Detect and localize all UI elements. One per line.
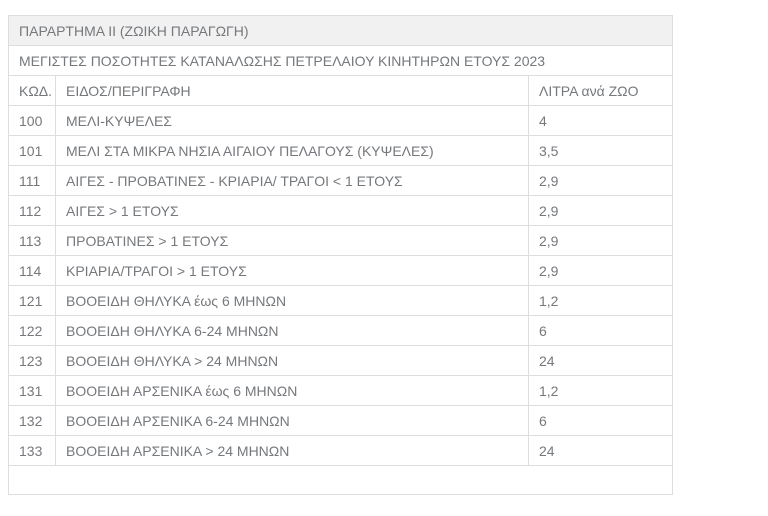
cell-description: ΜΕΛΙ-ΚΥΨΕΛΕΣ: [56, 106, 529, 136]
table-empty-row: [9, 466, 673, 495]
table-row: [9, 196, 673, 226]
cell-description: ΚΡΙΑΡΙΑ/ΤΡΑΓΟΙ > 1 ΕΤΟΥΣ: [56, 256, 529, 286]
table-row: [9, 406, 673, 436]
cell-code: 112: [9, 196, 56, 226]
annex-table: [8, 15, 673, 495]
cell-code: 114: [9, 256, 56, 286]
table-row: [9, 436, 673, 466]
cell-description: ΒΟΟΕΙΔΗ ΑΡΣΕΝΙΚΑ > 24 ΜΗΝΩΝ: [56, 436, 529, 466]
cell-description: ΒΟΟΕΙΔΗ ΘΗΛΥΚΑ έως 6 ΜΗΝΩΝ: [56, 286, 529, 316]
cell-description: ΜΕΛΙ ΣΤΑ ΜΙΚΡΑ ΝΗΣΙΑ ΑΙΓΑΙΟΥ ΠΕΛΑΓΟΥΣ (ΚΥΨΕΛΕΣ): [56, 136, 529, 166]
table-header-row: [9, 76, 673, 106]
cell-code: 123: [9, 346, 56, 376]
table-subtitle-row: [9, 46, 673, 76]
table-row: [9, 376, 673, 406]
table-title: ΠΑΡΑΡΤΗΜΑ ΙΙ (ΖΩΙΚΗ ΠΑΡΑΓΩΓΗ): [9, 16, 673, 46]
annex-table-container: [8, 15, 672, 495]
cell-liters: 2,9: [529, 256, 673, 286]
column-header-liters: ΛΙΤΡΑ ανά ΖΩΟ: [529, 76, 673, 106]
cell-description: ΑΙΓΕΣ - ΠΡΟΒΑΤΙΝΕΣ - ΚΡΙΑΡΙΑ/ ΤΡΑΓΟΙ < 1 ΕΤΟΥΣ: [56, 166, 529, 196]
cell-liters: 1,2: [529, 376, 673, 406]
table-row: [9, 256, 673, 286]
cell-code: 133: [9, 436, 56, 466]
column-header-description: ΕΙΔΟΣ/ΠΕΡΙΓΡΑΦΗ: [56, 76, 529, 106]
table-row: [9, 166, 673, 196]
cell-liters: 2,9: [529, 196, 673, 226]
cell-liters: 6: [529, 406, 673, 436]
table-row: [9, 346, 673, 376]
cell-liters: 2,9: [529, 226, 673, 256]
cell-description: ΒΟΟΕΙΔΗ ΑΡΣΕΝΙΚΑ 6-24 ΜΗΝΩΝ: [56, 406, 529, 436]
cell-liters: 24: [529, 436, 673, 466]
table-row: [9, 316, 673, 346]
column-header-code: ΚΩΔ.: [9, 76, 56, 106]
cell-liters: 24: [529, 346, 673, 376]
table-subtitle: ΜΕΓΙΣΤΕΣ ΠΟΣΟΤΗΤΕΣ ΚΑΤΑΝΑΛΩΣΗΣ ΠΕΤΡΕΛΑΙΟΥ ΚΙΝΗΤΗΡΩΝ ΕΤΟΥΣ 2023: [9, 46, 673, 76]
cell-liters: 1,2: [529, 286, 673, 316]
table-row: [9, 136, 673, 166]
cell-liters: 4: [529, 106, 673, 136]
cell-description: ΠΡΟΒΑΤΙΝΕΣ > 1 ΕΤΟΥΣ: [56, 226, 529, 256]
cell-code: 121: [9, 286, 56, 316]
cell-code: 113: [9, 226, 56, 256]
cell-description: ΒΟΟΕΙΔΗ ΘΗΛΥΚΑ > 24 ΜΗΝΩΝ: [56, 346, 529, 376]
cell-code: 122: [9, 316, 56, 346]
cell-description: ΒΟΟΕΙΔΗ ΘΗΛΥΚΑ 6-24 ΜΗΝΩΝ: [56, 316, 529, 346]
cell-code: 111: [9, 166, 56, 196]
cell-description: ΑΙΓΕΣ > 1 ΕΤΟΥΣ: [56, 196, 529, 226]
cell-code: 100: [9, 106, 56, 136]
cell-liters: 6: [529, 316, 673, 346]
cell-description: ΒΟΟΕΙΔΗ ΑΡΣΕΝΙΚΑ έως 6 ΜΗΝΩΝ: [56, 376, 529, 406]
cell-liters: 3,5: [529, 136, 673, 166]
cell-liters: 2,9: [529, 166, 673, 196]
table-row: [9, 226, 673, 256]
empty-cell: [9, 466, 673, 495]
table-body: [9, 106, 673, 466]
cell-code: 131: [9, 376, 56, 406]
cell-code: 132: [9, 406, 56, 436]
cell-code: 101: [9, 136, 56, 166]
table-title-row: [9, 16, 673, 46]
table-row: [9, 106, 673, 136]
table-row: [9, 286, 673, 316]
